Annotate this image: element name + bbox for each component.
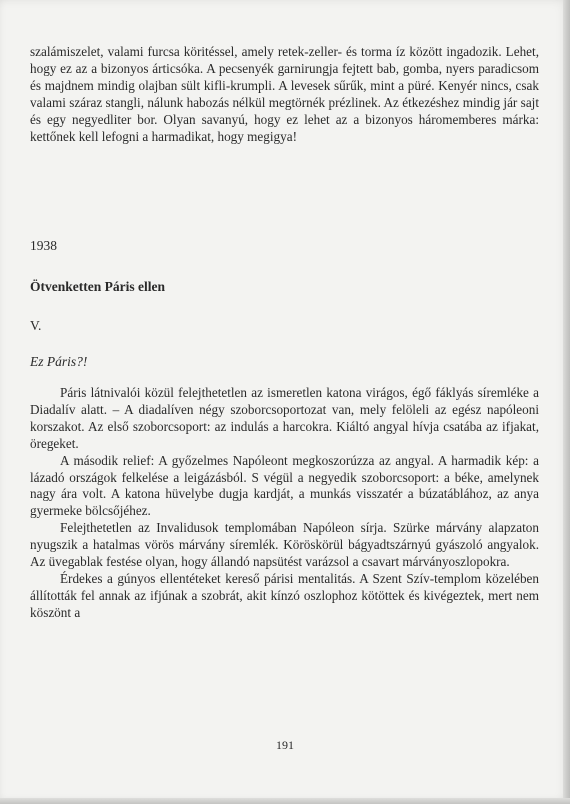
body-text: [30, 385, 539, 622]
intro-paragraph-block: [30, 44, 539, 145]
year-heading: 1938: [30, 238, 57, 253]
body-paragraph: Érdekes a gúnyos ellentéteket kereső párisi mentalitás. A Szent Szív-templom közelében állították fel annak az ifjúnak a szobrát, akit kínzó oszlophoz kötöttek és kivégeztek, mert nem köszönt a: [30, 570, 539, 620]
intro-paragraph: szalámiszelet, valami furcsa köritéssel, amely retek-zeller- és torma íz között ingadozik. Lehet, hogy ez az a bizonyos árticsóka. A pecsenyék garnirungja fejtett bab, gomba, nyers paradicsom és majdnem mindig olajban sült kifli-krumpli. A levesek sűrűk, mint a püré. Kenyér nincs, csak valami száraz stangli, nálunk habozás nélkül megtörnék prézlinek. Az étkezéshez mindig jár sajt és egy negyedliter bor. Olyan savanyú, hogy ez lehet az a bizonyos háromemberes márka: kettőnek kell lefogni a harmadikat, hogy megigya!: [30, 44, 539, 144]
section-title: Ez Páris?!: [30, 354, 88, 369]
chapter-title: Ötvenketten Páris ellen: [30, 279, 165, 294]
body-paragraph: Felejthetetlen az Invalidusok templomában Napóleon sírja. Szürke márvány alapzaton nyugszik a hatalmas vörös márvány síremlék. Köröskörül bágyadtszárnyú gyászoló angyalok. Az üvegablak festése olyan, hogy állandó napsütést varázsol a csavart márványoszlopokra.: [30, 520, 539, 570]
body-paragraph: A második relief: A győzelmes Napóleont megkoszorúzza az angyal. A harmadik kép: a lázadó országok felkelése a leigázásból. S végül a negyedik szoborcsoport: a béke, amelynek nagy ára volt. A katona hüvelybe dugja kardját, a munkás visszatér a búzatáblához, az anya gyermeke bölcsőjéhez.: [30, 452, 539, 519]
page-bottom-edge: [0, 798, 570, 804]
chapter-number: V.: [30, 318, 42, 333]
page-edge-shadow: [563, 0, 570, 804]
body-paragraph: Páris látnivalói közül felejthetetlen az ismeretlen katona virágos, égő fáklyás síremléke a Diadalív alatt. – A diadalíven négy szoborcsoportozat van, mely felöleli az egész napóleoni korszakot. Az első szoborcsoport: az indulás a harcokra. Kiáltó angyal hívja csatába az ifjakat, öregeket.: [30, 385, 539, 451]
page-number: 191: [276, 738, 294, 752]
